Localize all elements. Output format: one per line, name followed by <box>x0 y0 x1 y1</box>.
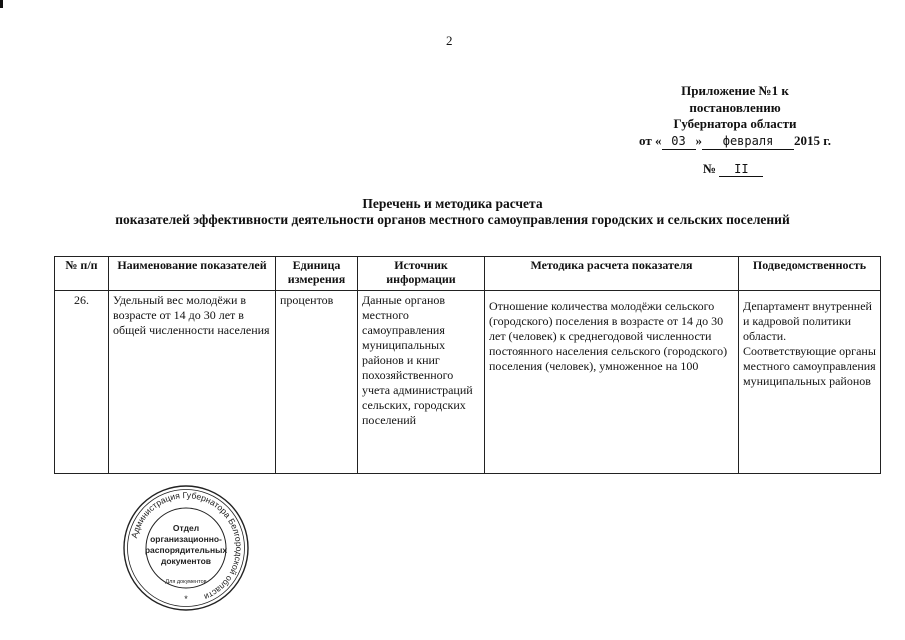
title-line-1: Перечень и методика расчета <box>362 196 543 211</box>
appendix-line-2: постановлению <box>689 99 781 115</box>
indicators-table <box>54 256 881 474</box>
appendix-block <box>600 83 870 150</box>
stamp-center-line-2: организационно- <box>150 534 222 544</box>
header-method: Методика расчета показателя <box>485 257 739 291</box>
document-number <box>703 161 763 177</box>
stamp-star-icon: * <box>184 594 188 604</box>
appendix-line-1: Приложение №1 к <box>681 83 789 98</box>
number-value: II <box>719 162 763 177</box>
stamp-ring-text: Администрация Губернатора Белгородской области <box>129 489 245 603</box>
date-year: 2015 г. <box>794 132 831 148</box>
scan-corner-mark <box>0 0 3 8</box>
number-label: № <box>703 161 717 176</box>
stamp-center-line-4: документов <box>160 556 212 566</box>
stamp-center-line-3: распорядительных <box>144 545 228 555</box>
cell-method: Отношение количества молодёжи сельского (городского) поселения в возрасте от 14 до 30 лет (человек) к среднегодовой численности постоянного населения сельского (городского) поселения (человек), умноженное на 100 <box>485 291 739 474</box>
stamp-center-line-1: Отдел <box>172 523 200 533</box>
appendix-line-3: Губернатора области <box>673 116 797 131</box>
table-row <box>55 291 881 474</box>
cell-source: Данные органов местного самоуправления муниципальных районов и книг похозяйственного учета администраций сельских, городских поселений <box>358 291 485 474</box>
header-source: Источник информации <box>358 257 485 291</box>
date-prefix: от « <box>639 132 662 148</box>
header-number: № п/п <box>55 257 109 291</box>
date-month: февраля <box>702 133 794 151</box>
appendix-date <box>600 133 870 151</box>
cell-authority: Департамент внутренней и кадровой политики области. Соответствующие органы местного самоуправления муниципальных районов <box>739 291 881 474</box>
date-mid: » <box>695 132 703 148</box>
table-header-row <box>55 257 881 291</box>
cell-unit: процентов <box>276 291 358 474</box>
header-name: Наименование показателей <box>109 257 276 291</box>
title-line-2: показателей эффективности деятельности органов местного самоуправления городских и сельских поселений <box>115 212 790 227</box>
cell-number: 26. <box>55 291 109 474</box>
stamp-bottom-text: Для документов <box>165 579 207 585</box>
official-stamp <box>122 484 250 612</box>
header-unit: Единица измерения <box>276 257 358 291</box>
page-number: 2 <box>446 33 453 48</box>
cell-name: Удельный вес молодёжи в возрасте от 14 до 30 лет в общей численности населения <box>109 291 276 474</box>
header-authority: Подведомственность <box>739 257 881 291</box>
date-day: 03 <box>662 133 696 151</box>
